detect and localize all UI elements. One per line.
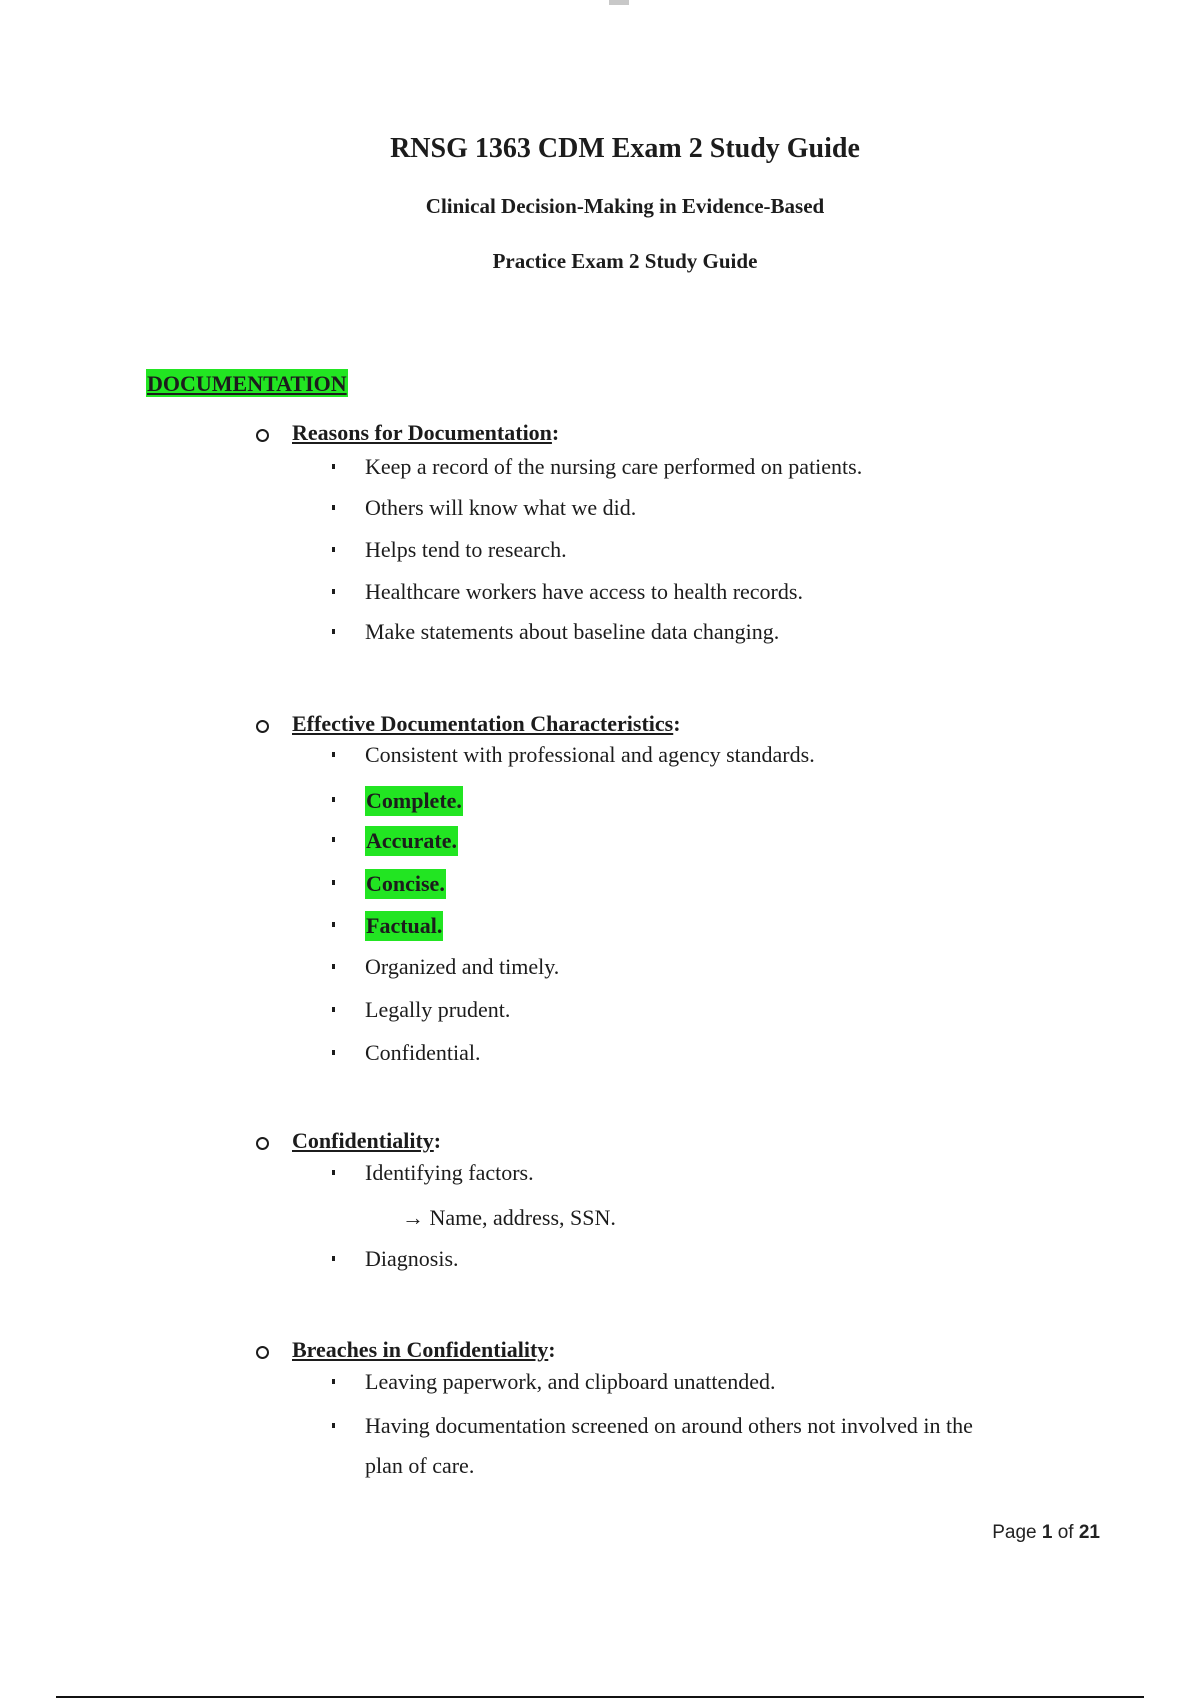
bullet-icon	[332, 1379, 335, 1384]
bullet-icon	[332, 964, 335, 969]
bullet-icon	[332, 837, 335, 842]
bullet-icon	[332, 1050, 335, 1055]
bullet-icon	[332, 752, 335, 757]
hollow-bullet-icon	[256, 1346, 269, 1359]
bullet-icon	[332, 1256, 335, 1261]
bullet-icon	[332, 589, 335, 594]
bullet-icon	[332, 1423, 335, 1428]
bullet-icon	[332, 880, 335, 885]
document-subtitle-2: Practice Exam 2 Study Guide	[492, 249, 758, 273]
document-page: RNSG 1363 CDM Exam 2 Study Guide Clinical Decision-Making in Evidence-Based Practice Exam 2 Study Guide DOCUMENTATION Reasons for Documentation: Keep a record of the nursing care performed on patients. Others will know what we did. Helps tend to research. Healthcare workers have access to health records. Make statements about baseline data changing. Effective Documentation Characteristics: Consistent with professional and agency standards. Complete. Accurate. Concise. Factual. Organized and timely. Legally prudent. Confidential. Confidentiality: Identifying factors. Diagnosis. → Name, address, SSN. Breaches in Confidentiality: Leaving paperwork, and clipboard unattended. Having documentation screened on around others not involved in the plan of care. Page 1 of 21	[0, 0, 1200, 1700]
bottom-divider	[56, 1696, 1144, 1698]
bullet-icon	[332, 1007, 335, 1012]
bullet-icon	[332, 922, 335, 927]
bullet-icon	[332, 1170, 335, 1175]
sub-list-item: → Name, address, SSN.	[402, 1205, 616, 1230]
bullet-icon	[332, 464, 335, 469]
document-subtitle-1: Clinical Decision-Making in Evidence-Based	[425, 194, 825, 218]
topic-heading: Confidentiality	[292, 1128, 434, 1153]
hollow-bullet-icon	[256, 720, 269, 733]
bullet-icon	[332, 629, 335, 634]
topic-heading: Effective Documentation Characteristics	[292, 711, 674, 736]
hollow-bullet-icon	[256, 1137, 269, 1150]
bullet-icon	[332, 547, 335, 552]
page-top-tab	[609, 0, 629, 5]
hollow-bullet-icon	[256, 429, 269, 442]
page-number: Page 1 of 21	[992, 1522, 1100, 1543]
bullet-icon	[332, 505, 335, 510]
topic-heading: Breaches in Confidentiality	[292, 1337, 549, 1362]
bullet-icon	[332, 797, 335, 802]
section-heading-documentation: DOCUMENTATION	[147, 371, 347, 396]
topic-heading: Reasons for Documentation	[292, 420, 552, 445]
document-title: RNSG 1363 CDM Exam 2 Study Guide	[390, 133, 860, 164]
